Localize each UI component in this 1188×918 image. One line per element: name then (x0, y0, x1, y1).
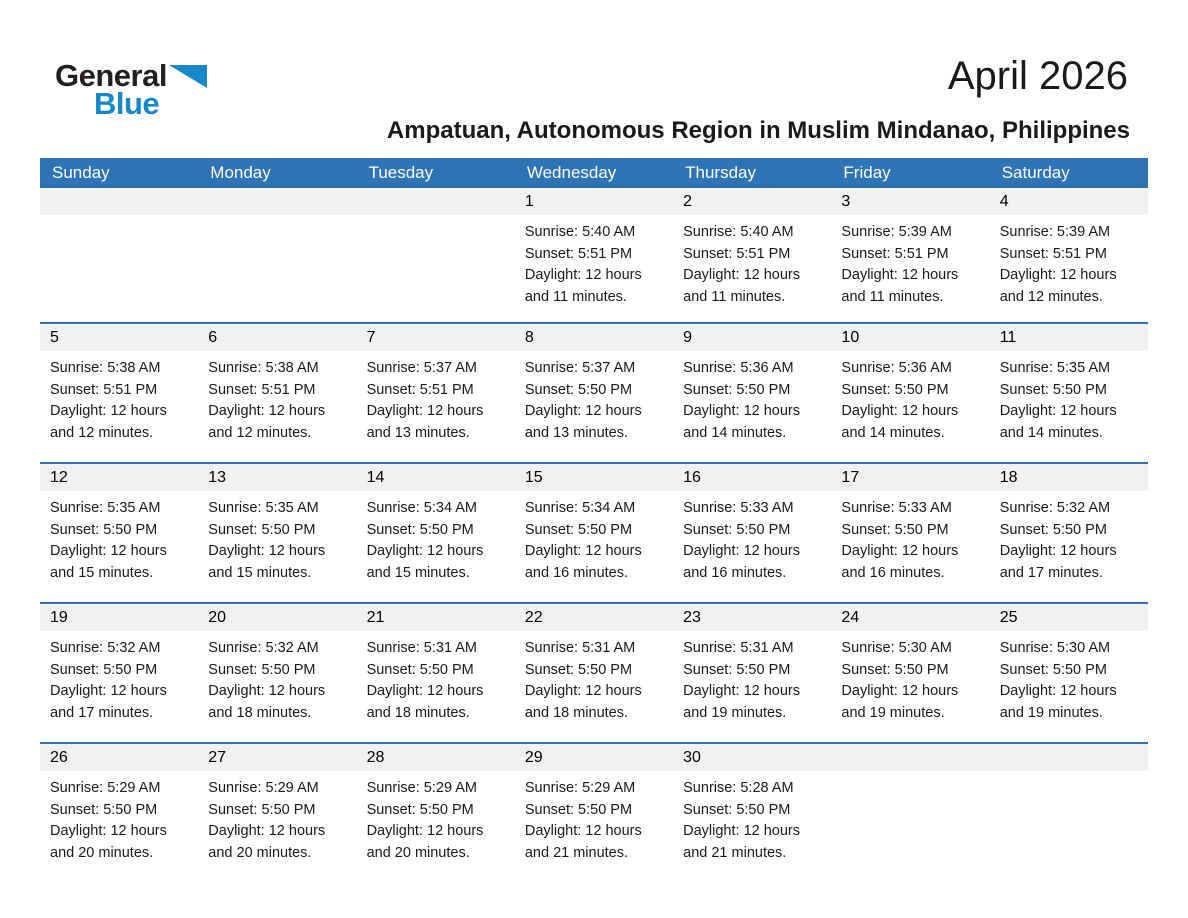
sunset-text: Sunset: 5:50 PM (683, 521, 791, 538)
day-cell (515, 464, 673, 602)
week-row (40, 602, 1148, 742)
daylight-text: Daylight: 12 hours and 17 minutes. (999, 543, 1117, 581)
sunset-text: Sunset: 5:50 PM (524, 801, 633, 818)
day-cell (515, 324, 673, 462)
day-details (357, 771, 515, 864)
daylight-text: Daylight: 12 hours and 19 minutes. (999, 683, 1117, 721)
day-cell (990, 324, 1148, 462)
day-cell (673, 604, 831, 742)
day-number: 25 (990, 604, 1148, 631)
sunset-text: Sunset: 5:50 PM (999, 521, 1107, 538)
day-details (357, 491, 515, 584)
sunset-text: Sunset: 5:50 PM (208, 521, 316, 538)
sunrise-text: Sunrise: 5:31 AM (683, 640, 794, 656)
day-details (515, 771, 673, 864)
logo-text-blue: Blue (94, 86, 160, 121)
general-blue-logo (55, 60, 215, 119)
day-number: 28 (357, 744, 515, 771)
daylight-text: Daylight: 12 hours and 21 minutes. (524, 823, 642, 861)
day-number: 24 (831, 604, 989, 631)
day-number: 30 (673, 744, 831, 771)
day-details (673, 771, 831, 864)
week-row (40, 188, 1148, 322)
day-cell (198, 744, 356, 882)
day-number: 1 (515, 188, 673, 215)
day-cell (198, 464, 356, 602)
daylight-text: Daylight: 12 hours and 13 minutes. (524, 403, 642, 441)
sunset-text: Sunset: 5:50 PM (841, 521, 949, 538)
weekday-header-monday: Monday (210, 163, 271, 182)
day-details (198, 215, 356, 222)
day-number: 18 (990, 464, 1148, 491)
sunrise-text: Sunrise: 5:28 AM (683, 780, 794, 796)
day-details (198, 491, 356, 584)
day-number: 11 (990, 324, 1148, 351)
sunrise-text: Sunrise: 5:33 AM (841, 500, 952, 516)
sunset-text: Sunset: 5:50 PM (366, 801, 474, 818)
sunrise-text: Sunrise: 5:30 AM (999, 640, 1111, 656)
sunset-text: Sunset: 5:50 PM (999, 661, 1107, 678)
sunrise-text: Sunrise: 5:35 AM (50, 500, 161, 516)
week-row (40, 462, 1148, 602)
day-details (357, 631, 515, 724)
day-details (673, 215, 831, 308)
day-details (831, 771, 989, 778)
day-number: 9 (673, 324, 831, 351)
day-number: 22 (515, 604, 673, 631)
sunrise-text: Sunrise: 5:37 AM (366, 360, 477, 376)
day-details (515, 631, 673, 724)
day-number (198, 188, 356, 215)
sunrise-text: Sunrise: 5:40 AM (524, 224, 636, 240)
calendar-table (40, 158, 1148, 882)
day-details (831, 351, 989, 444)
sunrise-text: Sunrise: 5:36 AM (841, 360, 952, 376)
day-cell (831, 604, 989, 742)
sunset-text: Sunset: 5:50 PM (683, 801, 791, 818)
day-details (990, 491, 1148, 584)
sunrise-text: Sunrise: 5:32 AM (50, 640, 161, 656)
weekday-header-saturday: Saturday (1001, 163, 1070, 182)
day-number: 26 (40, 744, 198, 771)
daylight-text: Daylight: 12 hours and 14 minutes. (841, 403, 959, 441)
daylight-text: Daylight: 12 hours and 11 minutes. (841, 267, 959, 305)
week-row (40, 742, 1148, 882)
sunrise-text: Sunrise: 5:31 AM (366, 640, 477, 656)
sunset-text: Sunset: 5:50 PM (999, 381, 1107, 398)
day-details (831, 631, 989, 724)
day-details (40, 491, 198, 584)
day-number: 2 (673, 188, 831, 215)
day-details (515, 351, 673, 444)
sunrise-text: Sunrise: 5:35 AM (999, 360, 1111, 376)
sunrise-text: Sunrise: 5:40 AM (683, 224, 794, 240)
daylight-text: Daylight: 12 hours and 15 minutes. (208, 543, 326, 581)
day-details (198, 631, 356, 724)
day-number (357, 188, 515, 215)
weeks-container (40, 188, 1148, 882)
day-details (673, 491, 831, 584)
sunset-text: Sunset: 5:50 PM (841, 661, 949, 678)
sunrise-text: Sunrise: 5:37 AM (524, 360, 636, 376)
sunrise-text: Sunrise: 5:29 AM (524, 780, 636, 796)
day-details (40, 631, 198, 724)
day-details (357, 215, 515, 222)
day-number: 10 (831, 324, 989, 351)
weekday-header-sunday: Sunday (52, 163, 110, 182)
day-number: 7 (357, 324, 515, 351)
day-number: 5 (40, 324, 198, 351)
day-cell (990, 604, 1148, 742)
sunset-text: Sunset: 5:51 PM (50, 381, 158, 398)
day-details (990, 771, 1148, 778)
day-cell (198, 324, 356, 462)
day-details (990, 631, 1148, 724)
daylight-text: Daylight: 12 hours and 12 minutes. (50, 403, 167, 441)
logo-triangle-icon (169, 62, 207, 95)
sunrise-text: Sunrise: 5:39 AM (999, 224, 1111, 240)
weekday-header-friday: Friday (843, 163, 891, 182)
day-cell (357, 324, 515, 462)
day-details (198, 351, 356, 444)
weekday-header-tuesday: Tuesday (368, 163, 434, 182)
day-cell (40, 464, 198, 602)
sunset-text: Sunset: 5:50 PM (683, 661, 791, 678)
sunrise-text: Sunrise: 5:29 AM (208, 780, 319, 796)
logo-text-general: General (55, 58, 167, 93)
daylight-text: Daylight: 12 hours and 14 minutes. (683, 403, 801, 441)
daylight-text: Daylight: 12 hours and 18 minutes. (524, 683, 642, 721)
day-cell (673, 744, 831, 882)
day-number: 8 (515, 324, 673, 351)
sunset-text: Sunset: 5:50 PM (524, 521, 633, 538)
day-number: 16 (673, 464, 831, 491)
day-cell (515, 604, 673, 742)
daylight-text: Daylight: 12 hours and 11 minutes. (524, 267, 642, 305)
day-cell (515, 744, 673, 882)
day-details (40, 351, 198, 444)
sunset-text: Sunset: 5:50 PM (683, 381, 791, 398)
day-number: 23 (673, 604, 831, 631)
day-cell (831, 188, 989, 322)
day-cell (40, 324, 198, 462)
sunrise-text: Sunrise: 5:35 AM (208, 500, 319, 516)
sunrise-text: Sunrise: 5:29 AM (50, 780, 161, 796)
day-details (831, 215, 989, 308)
day-cell (673, 188, 831, 322)
daylight-text: Daylight: 12 hours and 20 minutes. (50, 823, 167, 861)
empty-day-cell (198, 188, 356, 322)
day-cell (515, 188, 673, 322)
day-number: 6 (198, 324, 356, 351)
day-details (673, 631, 831, 724)
sunset-text: Sunset: 5:51 PM (524, 245, 633, 262)
day-number: 13 (198, 464, 356, 491)
sunset-text: Sunset: 5:50 PM (366, 661, 474, 678)
sunset-text: Sunset: 5:50 PM (208, 661, 316, 678)
sunset-text: Sunset: 5:50 PM (50, 521, 158, 538)
day-number: 20 (198, 604, 356, 631)
day-number: 19 (40, 604, 198, 631)
sunrise-text: Sunrise: 5:38 AM (208, 360, 319, 376)
sunrise-text: Sunrise: 5:38 AM (50, 360, 161, 376)
weekday-header-thursday: Thursday (685, 163, 757, 182)
daylight-text: Daylight: 12 hours and 20 minutes. (208, 823, 326, 861)
daylight-text: Daylight: 12 hours and 18 minutes. (208, 683, 326, 721)
day-details (357, 351, 515, 444)
day-number: 27 (198, 744, 356, 771)
sunrise-text: Sunrise: 5:32 AM (208, 640, 319, 656)
sunset-text: Sunset: 5:50 PM (524, 661, 633, 678)
day-number: 3 (831, 188, 989, 215)
day-number: 21 (357, 604, 515, 631)
day-number: 29 (515, 744, 673, 771)
sunrise-text: Sunrise: 5:34 AM (366, 500, 477, 516)
day-number: 15 (515, 464, 673, 491)
day-cell (990, 464, 1148, 602)
daylight-text: Daylight: 12 hours and 18 minutes. (366, 683, 484, 721)
day-cell (831, 464, 989, 602)
day-details (40, 215, 198, 222)
day-cell (357, 464, 515, 602)
sunrise-text: Sunrise: 5:34 AM (524, 500, 636, 516)
day-number: 14 (357, 464, 515, 491)
day-cell (673, 324, 831, 462)
sunset-text: Sunset: 5:51 PM (841, 245, 949, 262)
day-cell (198, 604, 356, 742)
day-details (198, 771, 356, 864)
daylight-text: Daylight: 12 hours and 14 minutes. (999, 403, 1117, 441)
day-number (40, 188, 198, 215)
day-cell (990, 188, 1148, 322)
week-row (40, 322, 1148, 462)
daylight-text: Daylight: 12 hours and 13 minutes. (366, 403, 484, 441)
sunset-text: Sunset: 5:51 PM (208, 381, 316, 398)
sunrise-text: Sunrise: 5:30 AM (841, 640, 952, 656)
day-number (990, 744, 1148, 771)
month-title: April 2026 (947, 54, 1128, 98)
day-details (673, 351, 831, 444)
sunset-text: Sunset: 5:50 PM (50, 801, 158, 818)
weekday-header-row (40, 158, 1148, 188)
daylight-text: Daylight: 12 hours and 11 minutes. (683, 267, 801, 305)
daylight-text: Daylight: 12 hours and 16 minutes. (841, 543, 959, 581)
weekday-header-wednesday: Wednesday (526, 163, 617, 182)
day-details (515, 215, 673, 308)
daylight-text: Daylight: 12 hours and 19 minutes. (841, 683, 959, 721)
sunset-text: Sunset: 5:51 PM (366, 381, 474, 398)
day-number: 17 (831, 464, 989, 491)
day-details (831, 491, 989, 584)
day-cell (831, 324, 989, 462)
location-title: Ampatuan, Autonomous Region in Muslim Mindanao, Philippines (386, 117, 1130, 144)
sunrise-text: Sunrise: 5:39 AM (841, 224, 952, 240)
daylight-text: Daylight: 12 hours and 17 minutes. (50, 683, 167, 721)
empty-day-cell (357, 188, 515, 322)
sunrise-text: Sunrise: 5:36 AM (683, 360, 794, 376)
sunset-text: Sunset: 5:51 PM (683, 245, 791, 262)
daylight-text: Daylight: 12 hours and 16 minutes. (683, 543, 801, 581)
empty-day-cell (40, 188, 198, 322)
day-cell (673, 464, 831, 602)
daylight-text: Daylight: 12 hours and 12 minutes. (999, 267, 1117, 305)
day-number (831, 744, 989, 771)
day-details (990, 351, 1148, 444)
daylight-text: Daylight: 12 hours and 20 minutes. (366, 823, 484, 861)
day-details (990, 215, 1148, 308)
sunrise-text: Sunrise: 5:32 AM (999, 500, 1111, 516)
daylight-text: Daylight: 12 hours and 15 minutes. (366, 543, 484, 581)
day-number: 4 (990, 188, 1148, 215)
sunrise-text: Sunrise: 5:33 AM (683, 500, 794, 516)
day-details (40, 771, 198, 864)
day-details (515, 491, 673, 584)
daylight-text: Daylight: 12 hours and 15 minutes. (50, 543, 167, 581)
day-number: 12 (40, 464, 198, 491)
daylight-text: Daylight: 12 hours and 16 minutes. (524, 543, 642, 581)
empty-day-cell (990, 744, 1148, 882)
daylight-text: Daylight: 12 hours and 12 minutes. (208, 403, 326, 441)
sunset-text: Sunset: 5:51 PM (999, 245, 1107, 262)
day-cell (40, 744, 198, 882)
sunset-text: Sunset: 5:50 PM (366, 521, 474, 538)
day-cell (357, 604, 515, 742)
sunset-text: Sunset: 5:50 PM (841, 381, 949, 398)
empty-day-cell (831, 744, 989, 882)
day-cell (40, 604, 198, 742)
daylight-text: Daylight: 12 hours and 19 minutes. (683, 683, 801, 721)
sunrise-text: Sunrise: 5:29 AM (366, 780, 477, 796)
daylight-text: Daylight: 12 hours and 21 minutes. (683, 823, 801, 861)
sunrise-text: Sunrise: 5:31 AM (524, 640, 636, 656)
sunset-text: Sunset: 5:50 PM (208, 801, 316, 818)
sunset-text: Sunset: 5:50 PM (524, 381, 633, 398)
day-cell (357, 744, 515, 882)
sunset-text: Sunset: 5:50 PM (50, 661, 158, 678)
